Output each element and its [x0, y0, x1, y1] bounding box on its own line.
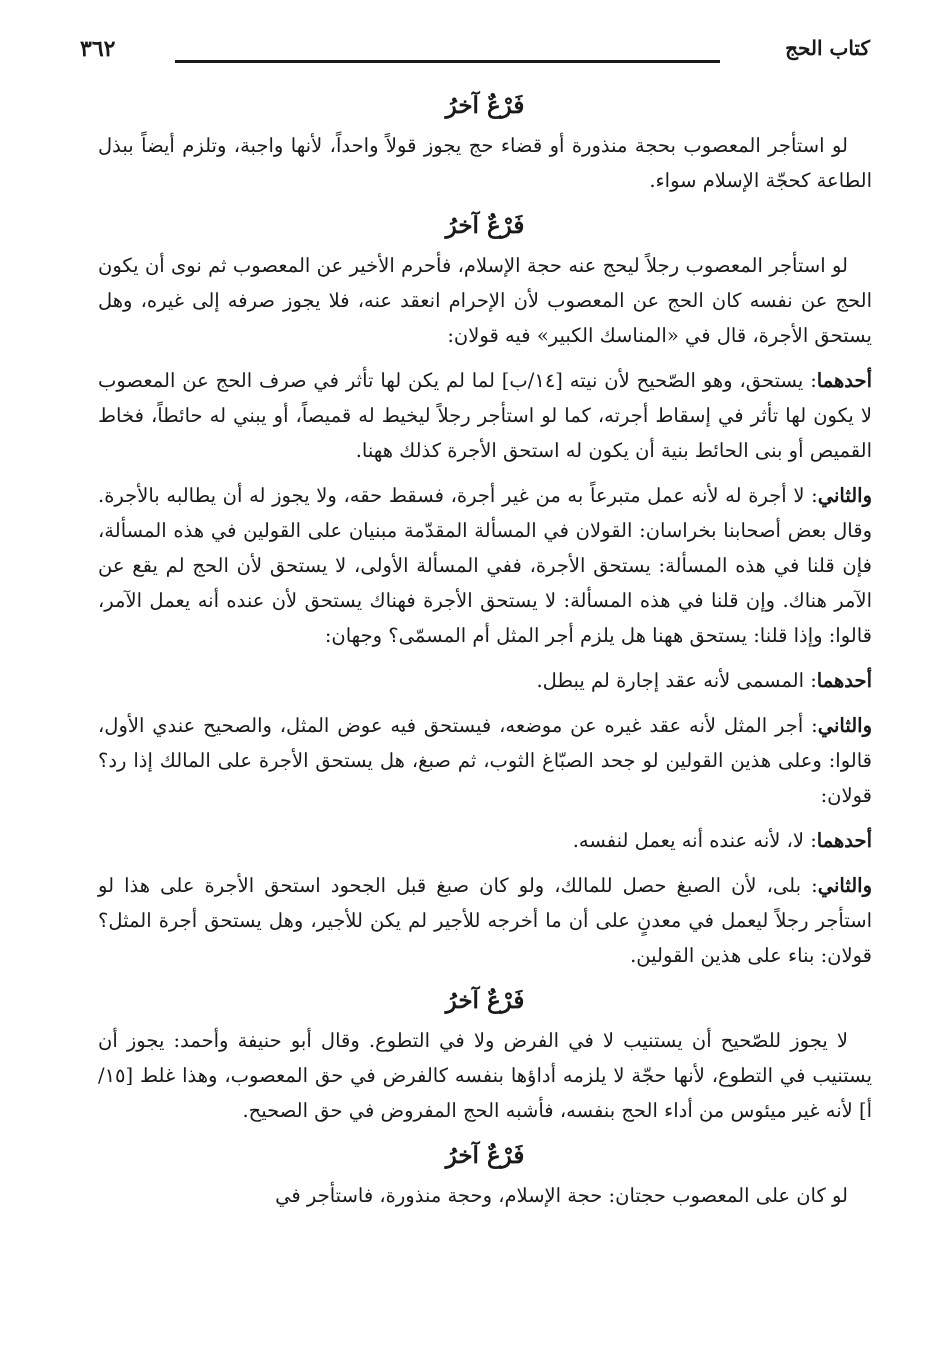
paragraph-text: : يستحق، وهو الصّحيح لأن نيته [١٤/ب] لما لم يكن لها تأثر في صرف الحج عن المعصوب لا يكون لها تأثر في إسقاط أجرته، كما لو استأجر رجلاً ليخيط له قميصاً، أو يبني له حائطاً، فخاط القميص أو بنى الحائط بنية أن يكون له استحق الأجرة كذلك ههنا. — [98, 369, 872, 462]
paragraph — [98, 363, 872, 468]
section-heading: فَرْعٌ آخرُ — [445, 92, 525, 119]
paragraph-text: لا يجوز للصّحيح أن يستنيب لا في الفرض ولا في التطوع. وقال أبو حنيفة وأحمد: يجوز أن يستنيب في التطوع، لأنها حجّة لا يلزمه أداؤها بنفسه كالفرض في حق المعصوب، وهذا غلط [١٥/أ] لأنه غير ميئوس من أداء الحج بنفسه، فأشبه الحج المفروض في حق الصحيح. — [98, 1029, 872, 1122]
paragraph-lead: أحدهما — [816, 829, 872, 852]
paragraph — [98, 248, 872, 353]
paragraph-lead: أحدهما — [816, 669, 872, 692]
paragraph — [98, 1023, 872, 1128]
paragraph — [98, 128, 872, 198]
section — [98, 208, 872, 973]
paragraph-lead: والثاني — [817, 874, 872, 897]
page-body — [98, 88, 872, 1223]
section-heading: فَرْعٌ آخرُ — [445, 1142, 525, 1169]
paragraph — [98, 708, 872, 813]
paragraph-text: لو كان على المعصوب حجتان: حجة الإسلام، وحجة منذورة، فاستأجر في — [275, 1184, 848, 1207]
book-title: كتاب الحج — [785, 36, 870, 60]
paragraph — [98, 478, 872, 653]
paragraph — [98, 663, 872, 698]
paragraph — [98, 1178, 872, 1213]
section — [98, 88, 872, 198]
paragraph — [98, 868, 872, 973]
paragraph — [98, 823, 872, 858]
section — [98, 983, 872, 1128]
section-heading: فَرْعٌ آخرُ — [445, 212, 525, 239]
paragraph-text: : المسمى لأنه عقد إجارة لم يبطل. — [536, 669, 817, 692]
page-number: ٣٦٢ — [80, 36, 116, 62]
running-header — [80, 30, 870, 70]
paragraph-text: : لا أجرة له لأنه عمل متبرعاً به من غير أجرة، فسقط حقه، ولا يجوز له أن يطالبه بالأجرة. وقال بعض أصحابنا بخراسان: القولان في المسألة المقدّمة مبنيان على القولين في هذه المسألة، فإن قلنا في هذه المسألة: يستحق الأجرة، ففي المسألة الأولى، لا يستحق لأن الحج لم يقع عن الآمر هناك. وإن قلنا في هذه المسألة: لا يستحق الأجرة فهناك يستحق لأن عنده أنه يعمل الآمر، قالوا: وإذا قلنا: يستحق ههنا هل يلزم أجر المثل أم المسمّى؟ وجهان: — [98, 484, 872, 647]
paragraph-text: : أجر المثل لأنه عقد غيره عن موضعه، فيستحق فيه عوض المثل، والصحيح عندي الأول، قالوا: وعلى هذين القولين لو جحد الصبّاغ الثوب، ثم صبغ، هل يستحق الأجرة على المالك إذا رد؟ قولان: — [98, 714, 872, 807]
section — [98, 1138, 872, 1213]
paragraph-text: : بلى، لأن الصبغ حصل للمالك، ولو كان صبغ قبل الجحود استحق الأجرة على هذا لو استأجر رجلاً ليعمل في معدنٍ على أن ما أخرجه للأجير لم يكن للأجير، وهل يستحق أجرة المثل؟ قولان: بناء على هذين القولين. — [98, 874, 872, 967]
paragraph-lead: والثاني — [817, 714, 872, 737]
paragraph-text: لو استأجر المعصوب رجلاً ليحج عنه حجة الإسلام، فأحرم الأخير عن المعصوب ثم نوى أن يكون الحج عن نفسه كان الحج عن المعصوب لأن الإحرام انعقد عنه، فلا يجوز صرفه إلى غيره، وهل يستحق الأجرة، قال في «المناسك الكبير» فيه قولان: — [98, 254, 872, 347]
paragraph-text: لو استأجر المعصوب بحجة منذورة أو قضاء حج يجوز قولاً واحداً، لأنها واجبة، وتلزم أيضاً ببذل الطاعة كحجّة الإسلام سواء. — [98, 134, 872, 192]
header-rule — [175, 60, 720, 63]
paragraph-text: : لا، لأنه عنده أنه يعمل لنفسه. — [572, 829, 817, 852]
section-heading: فَرْعٌ آخرُ — [445, 987, 525, 1014]
paragraph-lead: أحدهما — [816, 369, 872, 392]
paragraph-lead: والثاني — [817, 484, 872, 507]
